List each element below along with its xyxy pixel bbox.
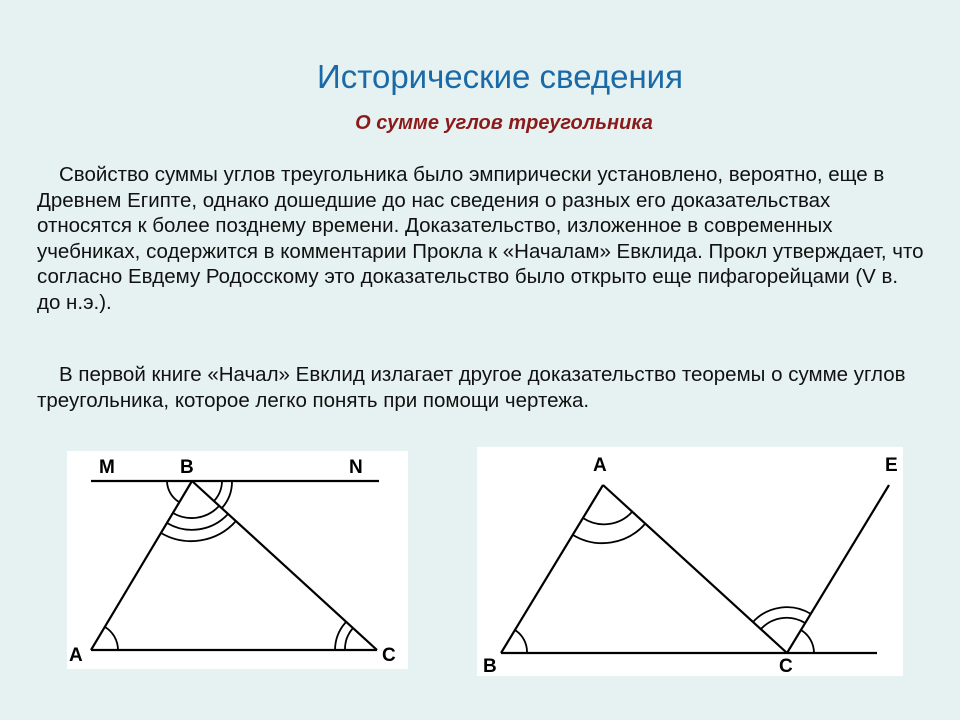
angle-arc-ace-inner (761, 618, 805, 629)
angle-arc-abc-1 (173, 506, 219, 518)
angle-arc-a-outer (573, 524, 645, 543)
paragraph-2-text: В первой книге «Начал» Евклид излагает другое доказательство теоремы о сумме углов треугольника, которое легко понять при помощи чертежа. (37, 363, 906, 412)
figure-left-drawing (67, 451, 408, 669)
angle-arc-abc-2 (167, 514, 228, 530)
page-subtitle: О сумме углов треугольника (355, 112, 653, 134)
angle-arc-ecd (801, 630, 814, 653)
side-bc (192, 481, 377, 650)
point-label-e: E (885, 455, 898, 476)
angle-arc-a-inner (583, 512, 632, 524)
point-label-n: N (349, 457, 363, 478)
side-ab (91, 481, 192, 650)
angle-arc-abc-3 (161, 521, 236, 541)
point-label-c: C (779, 656, 793, 676)
angle-arc-nbc-outer (222, 481, 232, 508)
side-ac (603, 485, 787, 653)
point-label-a: A (593, 455, 607, 476)
angle-arc-a (105, 627, 118, 650)
point-label-b: B (180, 457, 194, 478)
point-label-b: B (483, 656, 497, 676)
figure-parallel-line-proof (67, 451, 408, 669)
point-label-m: M (99, 457, 115, 478)
point-label-a: A (69, 645, 83, 666)
side-ab (501, 485, 603, 653)
ray-ce (787, 485, 889, 653)
figure-right-drawing (477, 447, 903, 676)
angle-arc-ace-outer (753, 607, 811, 622)
figure-exterior-angle-proof (477, 447, 903, 676)
paragraph-2 (37, 362, 927, 413)
paragraph-1-text: Свойство суммы углов треугольника было эмпирически установлено, вероятно, еще в Древнем Египте, однако дошедшие до нас сведения о разных его доказательствах относятся к более позднему времени. Доказательство, изложенное в современных учебниках, содержится в комментарии Прокла к «Началам» Евклида. Прокл утверждает, что согласно Евдему Родосскому это доказательство было открыто еще пифагорейцами (V в. до н.э.). (37, 163, 924, 314)
angle-arc-nbc-inner (214, 481, 222, 501)
point-label-c: C (382, 645, 396, 666)
angle-arc-b (515, 630, 527, 653)
paragraph-1 (37, 162, 927, 315)
page-title: Исторические сведения (317, 58, 683, 95)
angle-arc-mba (167, 481, 179, 502)
angle-arc-c-inner (345, 628, 353, 650)
